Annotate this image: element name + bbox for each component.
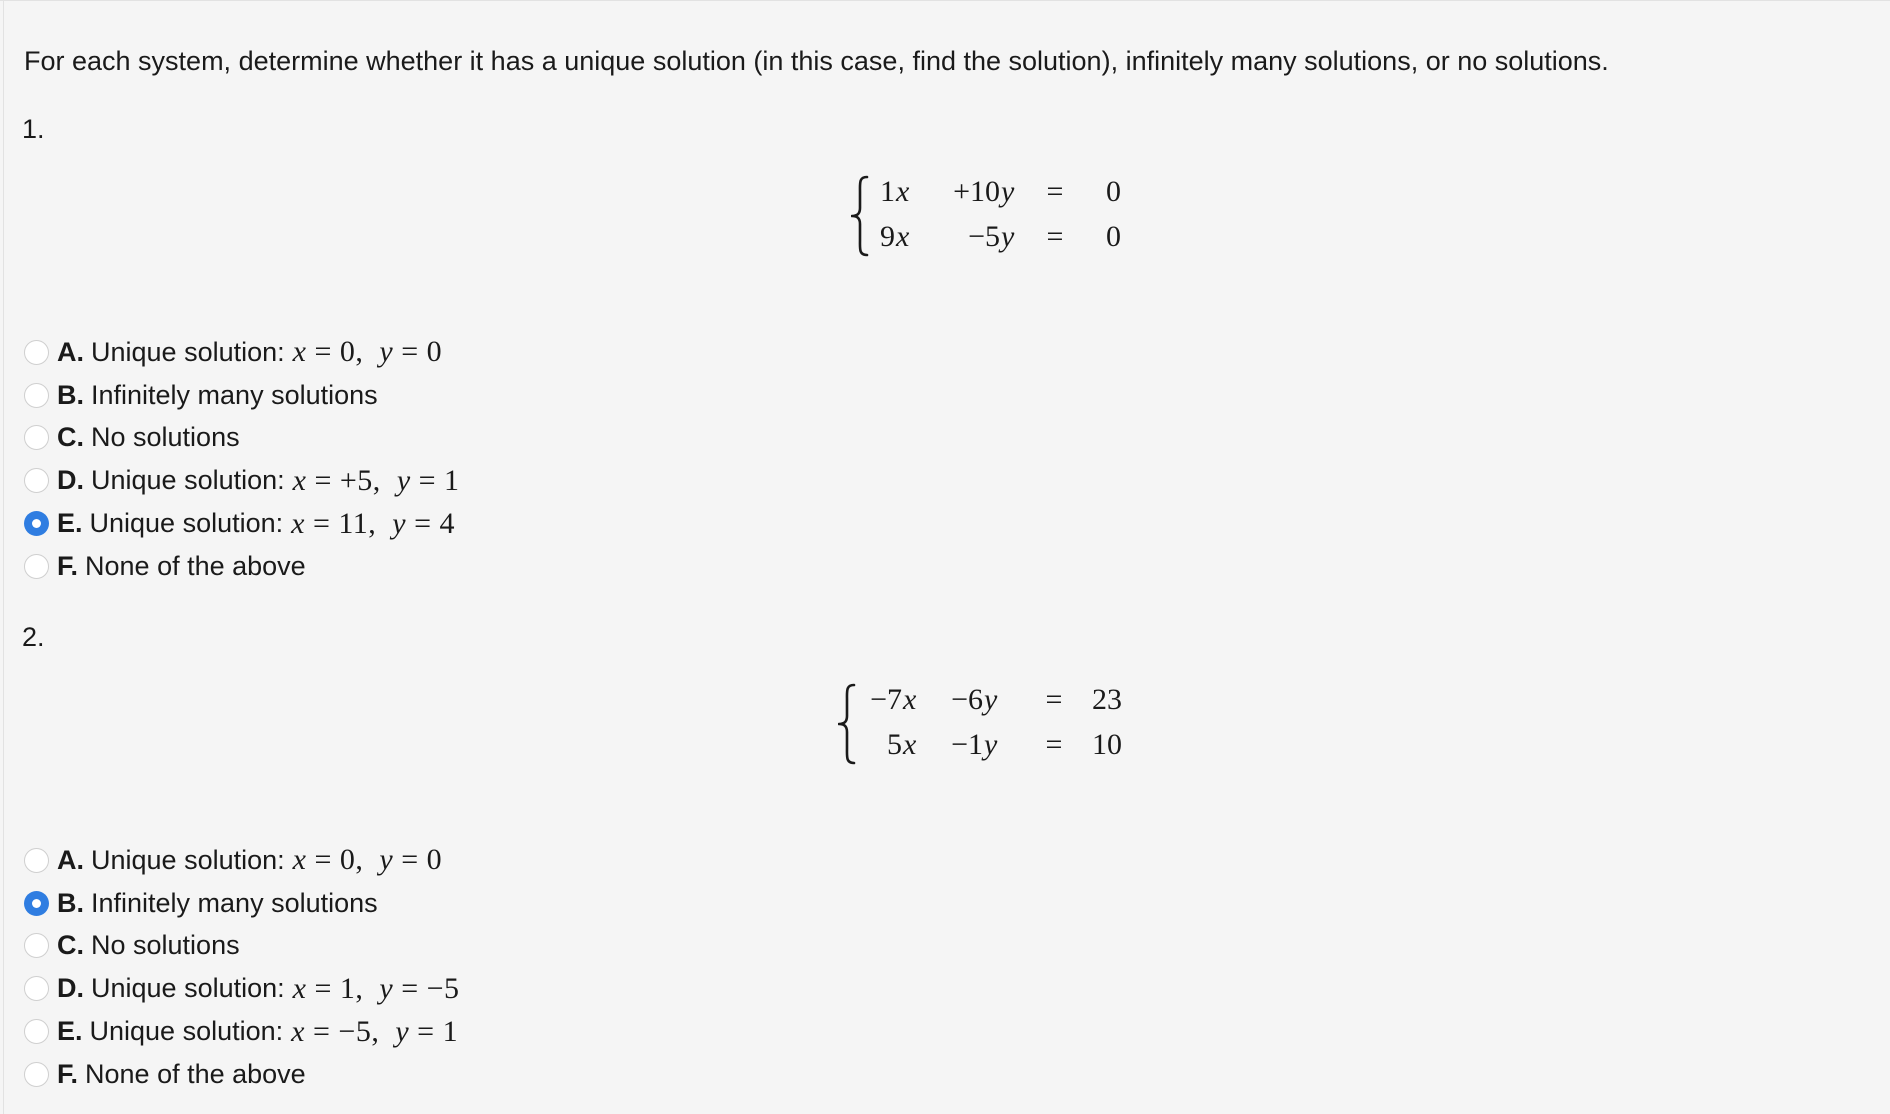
- choice-d[interactable]: [24, 459, 460, 502]
- x-coefficient: 9: [880, 220, 895, 253]
- choice-letter: D.: [57, 465, 84, 496]
- x-coefficient: 5: [887, 728, 902, 761]
- choice-letter: D.: [57, 973, 84, 1004]
- choice-math: x = 0, y = 0: [292, 843, 443, 877]
- choice-d[interactable]: [24, 967, 460, 1010]
- choice-letter: F.: [57, 550, 79, 581]
- choice-text: Unique solution:: [91, 973, 285, 1004]
- left-border: [3, 0, 4, 1114]
- right-hand-side: 0: [1106, 175, 1121, 208]
- y-coefficient: −6: [951, 683, 983, 716]
- answer-choices: [24, 331, 460, 588]
- radio-button[interactable]: [24, 383, 49, 408]
- choice-b[interactable]: [24, 374, 460, 417]
- choice-f[interactable]: [24, 1053, 460, 1096]
- radio-button[interactable]: [24, 1019, 49, 1044]
- choice-letter: A.: [57, 844, 84, 875]
- choice-c[interactable]: [24, 417, 460, 460]
- y-coefficient: −1: [951, 728, 983, 761]
- x-coefficient: 1: [880, 175, 895, 208]
- choice-text: Unique solution:: [89, 1016, 284, 1047]
- choice-text: Infinitely many solutions: [91, 379, 378, 410]
- y-variable: y: [1001, 175, 1015, 208]
- choice-math: x = 1, y = −5: [292, 971, 460, 1005]
- choice-letter: A.: [57, 336, 84, 367]
- choice-letter: C.: [57, 930, 84, 961]
- y-variable: y: [984, 728, 998, 761]
- radio-button-selected[interactable]: [24, 891, 49, 916]
- radio-button[interactable]: [24, 554, 49, 579]
- choice-math: x = 11, y = 4: [291, 506, 456, 540]
- choice-text: None of the above: [85, 1058, 306, 1089]
- question-number: 1.: [22, 114, 45, 144]
- choice-letter: F.: [57, 1058, 79, 1089]
- question-number: 2.: [22, 622, 45, 652]
- y-coefficient: −5: [968, 220, 1000, 253]
- right-hand-side: 0: [1106, 220, 1121, 253]
- x-variable: x: [903, 728, 917, 761]
- choice-text: Unique solution:: [91, 465, 285, 496]
- left-brace-icon: [851, 174, 869, 258]
- choice-math: x = +5, y = 1: [292, 463, 460, 497]
- x-variable: x: [903, 683, 917, 716]
- choice-f[interactable]: [24, 545, 460, 588]
- choice-e[interactable]: [24, 1010, 460, 1053]
- radio-button[interactable]: [24, 933, 49, 958]
- choice-text: Unique solution:: [91, 336, 285, 367]
- equation-system: [851, 174, 1141, 258]
- x-coefficient: −7: [870, 683, 902, 716]
- choice-letter: B.: [57, 887, 84, 918]
- choice-text: No solutions: [91, 930, 240, 961]
- y-variable: y: [984, 683, 998, 716]
- top-border: [0, 0, 1890, 1]
- choice-text: None of the above: [85, 550, 306, 581]
- equals-sign: =: [1046, 175, 1064, 208]
- choice-a[interactable]: [24, 839, 460, 882]
- choice-c[interactable]: [24, 925, 460, 968]
- choice-text: No solutions: [91, 422, 240, 453]
- choice-letter: C.: [57, 422, 84, 453]
- radio-button[interactable]: [24, 848, 49, 873]
- radio-button-selected[interactable]: [24, 511, 49, 536]
- radio-button[interactable]: [24, 425, 49, 450]
- choice-text: Unique solution:: [91, 844, 285, 875]
- choice-letter: E.: [57, 1016, 83, 1047]
- choice-math: x = 0, y = 0: [292, 335, 443, 369]
- equals-sign: =: [1046, 220, 1064, 253]
- equals-sign: =: [1045, 728, 1063, 761]
- equals-sign: =: [1045, 683, 1063, 716]
- choice-a[interactable]: [24, 331, 460, 374]
- choice-b[interactable]: [24, 882, 460, 925]
- x-variable: x: [896, 220, 910, 253]
- right-hand-side: 23: [1092, 683, 1122, 716]
- radio-button[interactable]: [24, 340, 49, 365]
- choice-math: x = −5, y = 1: [291, 1014, 459, 1048]
- x-variable: x: [896, 175, 910, 208]
- radio-button[interactable]: [24, 468, 49, 493]
- y-coefficient: +10: [953, 175, 1000, 208]
- choice-letter: B.: [57, 379, 84, 410]
- choice-text: Unique solution:: [89, 508, 284, 539]
- choice-text: Infinitely many solutions: [91, 887, 378, 918]
- y-variable: y: [1001, 220, 1015, 253]
- right-hand-side: 10: [1092, 728, 1122, 761]
- radio-button[interactable]: [24, 976, 49, 1001]
- choice-letter: E.: [57, 508, 83, 539]
- answer-choices: [24, 839, 460, 1096]
- equation-system: [838, 682, 1138, 766]
- choice-e[interactable]: [24, 502, 460, 545]
- radio-button[interactable]: [24, 1062, 49, 1087]
- left-brace-icon: [838, 682, 856, 766]
- instructions-text: For each system, determine whether it has a unique solution (in this case, find the solution), infinitely many solutions, or no solutions.: [24, 46, 1609, 76]
